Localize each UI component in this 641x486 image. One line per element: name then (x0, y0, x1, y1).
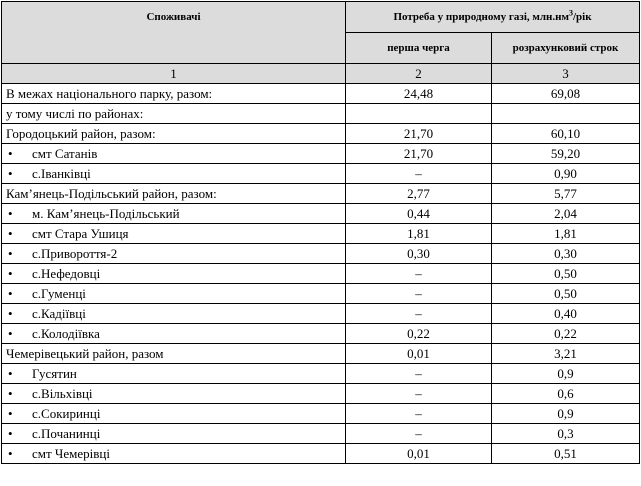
first-stage-value: 21,70 (346, 124, 492, 144)
consumer-name: с.Почанинці (32, 425, 101, 441)
consumer-name: смт Чемерівці (32, 445, 110, 461)
bullet-icon: • (8, 205, 13, 221)
consumer-cell (2, 444, 346, 464)
bullet-icon: • (8, 325, 13, 341)
first-stage-value: 2,77 (346, 184, 492, 204)
consumer-cell (2, 284, 346, 304)
estimated-term-value: 2,04 (492, 204, 640, 224)
table-row (2, 204, 640, 224)
consumers-header: Споживачі (2, 2, 346, 64)
table-row (2, 164, 640, 184)
consumer-name: Гусятин (32, 365, 77, 381)
estimated-term-value: 0,3 (492, 424, 640, 444)
first-stage-value: 1,81 (346, 224, 492, 244)
bullet-icon: • (8, 285, 13, 301)
first-stage-value: – (346, 264, 492, 284)
estimated-term-value: 0,50 (492, 264, 640, 284)
consumer-cell (2, 204, 346, 224)
table-row (2, 424, 640, 444)
first-stage-value: – (346, 304, 492, 324)
first-stage-value: – (346, 164, 492, 184)
first-stage-value: – (346, 404, 492, 424)
table-row (2, 304, 640, 324)
first-stage-value: – (346, 284, 492, 304)
estimated-term-header: розрахунковий строк (492, 33, 640, 64)
estimated-term-value: 0,30 (492, 244, 640, 264)
consumer-name: с.Кадіївці (32, 305, 86, 321)
estimated-term-value: 5,77 (492, 184, 640, 204)
consumer-name: с.Сокиринці (32, 405, 101, 421)
consumer-cell (2, 244, 346, 264)
consumer-cell (2, 144, 346, 164)
table-row (2, 144, 640, 164)
first-stage-value: 21,70 (346, 144, 492, 164)
estimated-term-value: 0,6 (492, 384, 640, 404)
column-number-2: 2 (346, 64, 492, 84)
estimated-term-value: 0,51 (492, 444, 640, 464)
first-stage-value: 0,30 (346, 244, 492, 264)
consumer-cell (2, 304, 346, 324)
column-number-3: 3 (492, 64, 640, 84)
consumer-name: смт Сатанів (32, 145, 98, 161)
consumer-cell: Кам’янець-Подільський район, разом: (2, 184, 346, 204)
consumer-cell (2, 224, 346, 244)
table-row (2, 224, 640, 244)
consumer-cell (2, 324, 346, 344)
table-row (2, 404, 640, 424)
consumer-name: с.Привороття-2 (32, 245, 118, 261)
table-row (2, 324, 640, 344)
demand-header (346, 2, 640, 33)
estimated-term-value: 1,81 (492, 224, 640, 244)
table-row (2, 264, 640, 284)
table-row (2, 104, 640, 124)
consumer-cell (2, 364, 346, 384)
consumer-cell: В межах національного парку, разом: (2, 84, 346, 104)
bullet-icon: • (8, 445, 13, 461)
first-stage-value: – (346, 364, 492, 384)
table-row (2, 384, 640, 404)
bullet-icon: • (8, 145, 13, 161)
estimated-term-value: 0,22 (492, 324, 640, 344)
estimated-term-value: 0,50 (492, 284, 640, 304)
consumer-cell: Городоцький район, разом: (2, 124, 346, 144)
bullet-icon: • (8, 385, 13, 401)
consumer-name: смт Стара Ушиця (32, 225, 129, 241)
table-row (2, 84, 640, 104)
bullet-icon: • (8, 245, 13, 261)
first-stage-value (346, 104, 492, 124)
consumer-name: с.Колодіївка (32, 325, 100, 341)
consumer-cell: Чемерівецький район, разом (2, 344, 346, 364)
header-row (2, 2, 640, 33)
consumer-cell (2, 164, 346, 184)
bullet-icon: • (8, 225, 13, 241)
column-number-row (2, 64, 640, 84)
table-row (2, 124, 640, 144)
estimated-term-value: 0,9 (492, 404, 640, 424)
estimated-term-value: 69,08 (492, 84, 640, 104)
estimated-term-value: 59,20 (492, 144, 640, 164)
first-stage-value: 0,01 (346, 344, 492, 364)
bullet-icon: • (8, 305, 13, 321)
bullet-icon: • (8, 425, 13, 441)
bullet-icon: • (8, 405, 13, 421)
column-number-1: 1 (2, 64, 346, 84)
estimated-term-value: 60,10 (492, 124, 640, 144)
table-row (2, 344, 640, 364)
demand-header-text: Потреба у природному газі, $млн.нм^3$/рік (393, 8, 592, 23)
first-stage-value: 24,48 (346, 84, 492, 104)
first-stage-value: – (346, 384, 492, 404)
estimated-term-value: 0,90 (492, 164, 640, 184)
gas-demand-table (1, 1, 640, 464)
table-body (2, 2, 640, 464)
consumer-cell (2, 384, 346, 404)
first-stage-value: – (346, 424, 492, 444)
estimated-term-value (492, 104, 640, 124)
consumer-cell (2, 404, 346, 424)
first-stage-value: 0,44 (346, 204, 492, 224)
bullet-icon: • (8, 365, 13, 381)
table-row (2, 444, 640, 464)
bullet-icon: • (8, 265, 13, 281)
consumer-name: с.Іванківці (32, 165, 91, 181)
consumer-name: с.Вільхівці (32, 385, 93, 401)
first-stage-header: перша черга (346, 33, 492, 64)
table-row (2, 364, 640, 384)
consumer-cell (2, 424, 346, 444)
table-row (2, 244, 640, 264)
estimated-term-value: 0,40 (492, 304, 640, 324)
bullet-icon: • (8, 165, 13, 181)
first-stage-value: 0,22 (346, 324, 492, 344)
estimated-term-value: 3,21 (492, 344, 640, 364)
table-row (2, 284, 640, 304)
table-row (2, 184, 640, 204)
consumer-cell: у тому числі по районах: (2, 104, 346, 124)
consumer-cell (2, 264, 346, 284)
consumer-name: с.Нефедовці (32, 265, 101, 281)
estimated-term-value: 0,9 (492, 364, 640, 384)
first-stage-value: 0,01 (346, 444, 492, 464)
consumer-name: м. Кам’янець-Подільський (32, 205, 180, 221)
consumer-name: с.Гуменці (32, 285, 86, 301)
